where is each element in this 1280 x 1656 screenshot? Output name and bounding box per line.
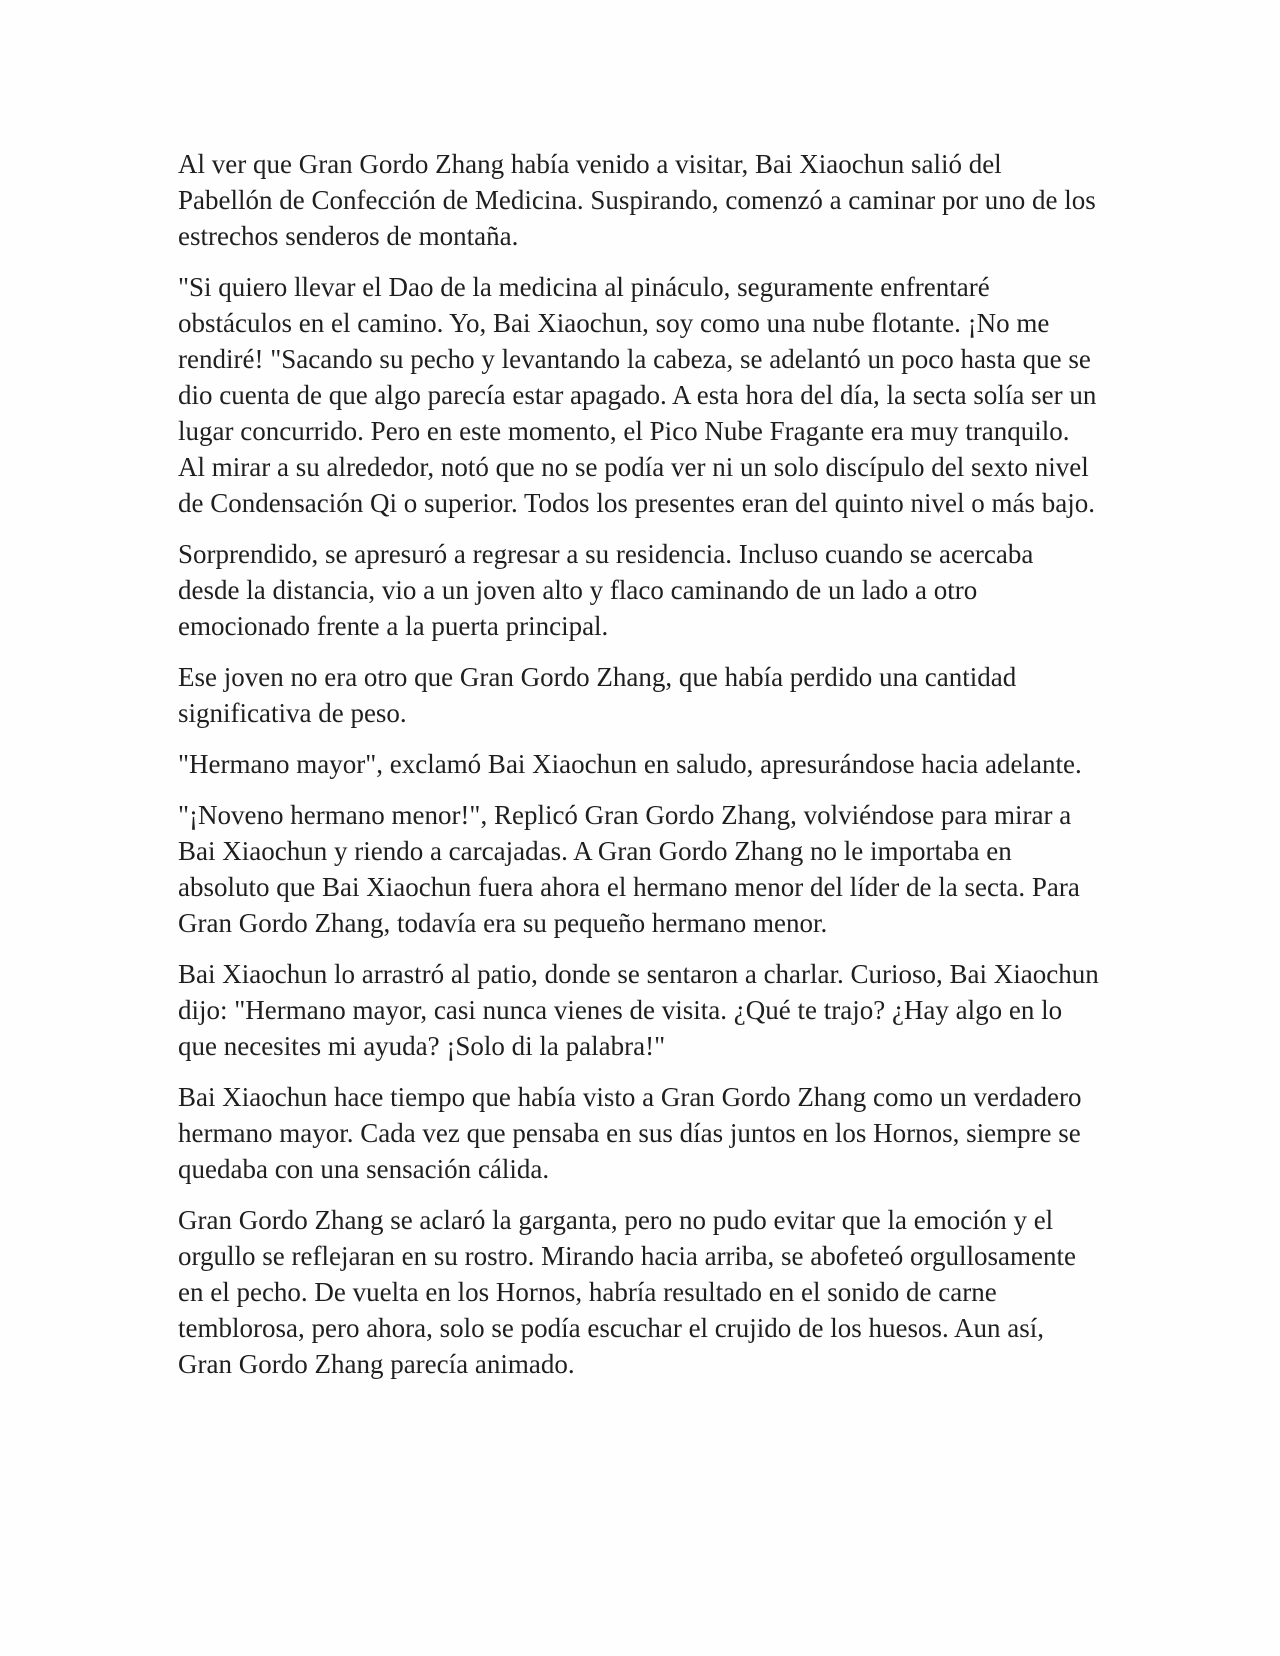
paragraph-6: "¡Noveno hermano menor!", Replicó Gran Gordo Zhang, volviéndose para mirar a Bai Xiaochun y riendo a carcajadas. A Gran Gordo Zhang no le importaba en absoluto que Bai Xiaochun fuera ahora el hermano menor del líder de la secta. Para Gran Gordo Zhang, todavía era su pequeño hermano menor. [178,800,1080,938]
paragraph-4: Ese joven no era otro que Gran Gordo Zhang, que había perdido una cantidad significativa de peso. [178,662,1017,728]
paragraph-7: Bai Xiaochun lo arrastró al patio, donde se sentaron a charlar. Curioso, Bai Xiaochun dijo: "Hermano mayor, casi nunca vienes de visita. ¿Qué te trajo? ¿Hay algo en lo que necesites mi ayuda? ¡Solo di la palabra!" [178,959,1099,1061]
paragraph-2: "Si quiero llevar el Dao de la medicina al pináculo, seguramente enfrentaré obstáculos en el camino. Yo, Bai Xiaochun, soy como una nube flotante. ¡No me rendiré! "Sacando su pecho y levantando la cabeza, se adelantó un poco hasta que se dio cuenta de que algo parecía estar apagado. A esta hora del día, la secta solía ser un lugar concurrido. Pero en este momento, el Pico Nube Fragante era muy tranquilo. Al mirar a su alrededor, notó que no se podía ver ni un solo discípulo del sexto nivel de Condensación Qi o superior. Todos los presentes eran del quinto nivel o más bajo. [178,272,1097,518]
paragraph-5: "Hermano mayor", exclamó Bai Xiaochun en saludo, apresurándose hacia adelante. [178,749,1082,779]
paragraph-1: Al ver que Gran Gordo Zhang había venido a visitar, Bai Xiaochun salió del Pabellón de Confección de Medicina. Suspirando, comenzó a caminar por uno de los estrechos senderos de montaña. [178,149,1096,251]
paragraph-3: Sorprendido, se apresuró a regresar a su residencia. Incluso cuando se acercaba desde la distancia, vio a un joven alto y flaco caminando de un lado a otro emocionado frente a la puerta principal. [178,539,1034,641]
paragraph-9: Gran Gordo Zhang se aclaró la garganta, pero no pudo evitar que la emoción y el orgullo se reflejaran en su rostro. Mirando hacia arriba, se abofeteó orgullosamente en el pecho. De vuelta en los Hornos, habría resultado en el sonido de carne temblorosa, pero ahora, solo se podía escuchar el crujido de los huesos. Aun así, Gran Gordo Zhang parecía animado. [178,1205,1076,1379]
paragraph-8: Bai Xiaochun hace tiempo que había visto a Gran Gordo Zhang como un verdadero hermano mayor. Cada vez que pensaba en sus días juntos en los Hornos, siempre se quedaba con una sensación cálida. [178,1082,1082,1184]
